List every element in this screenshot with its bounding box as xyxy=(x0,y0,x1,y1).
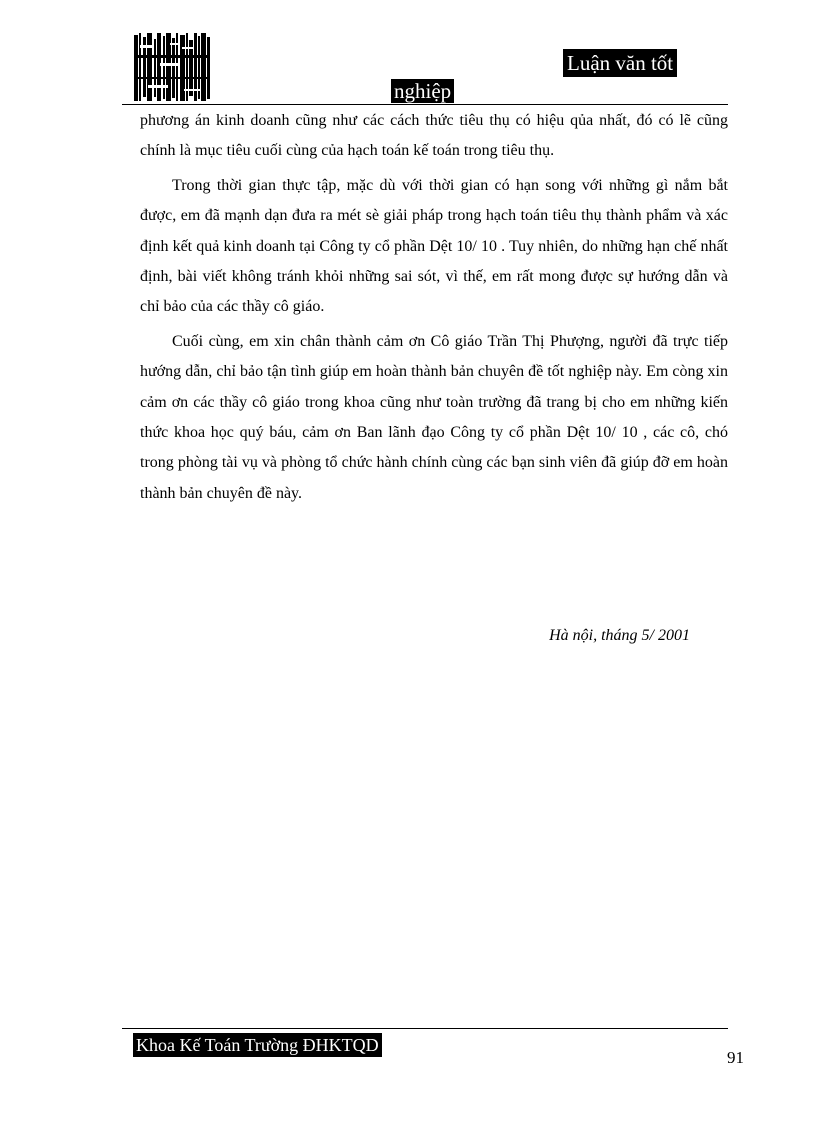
signoff-date: Hà nội, tháng 5/ 2001 xyxy=(549,627,690,644)
header-divider xyxy=(122,104,728,105)
footer-label: Khoa Kế Toán Trường ĐHKTQD xyxy=(133,1033,382,1057)
header-title-line2: nghiệp xyxy=(391,79,454,103)
paragraph-3: Cuối cùng, em xin chân thành cảm ơn Cô giáo Trần Thị Phượng, người đã trực tiếp hướng dẫn, chỉ bảo tận tình giúp em hoàn thành bản chuyên đề tốt nghiệp này. Em còng xin cảm ơn các thầy cô giáo trong khoa cũng như toàn trường đã trang bị cho em những kiến thức khoa học quý báu, cảm ơn Ban lãnh đạo Công ty cổ phần Dệt 10/ 10 , các cô, chó trong phòng tài vụ và phòng tổ chức hành chính cùng các bạn sinh viên đã giúp đỡ em hoàn thành bản chuyên đề này. xyxy=(140,332,728,502)
body-text xyxy=(140,106,728,513)
logo-image xyxy=(134,33,210,101)
paragraph-1: phương án kinh doanh cũng như các cách thức tiêu thụ có hiệu qủa nhất, đó có lẽ cũng chính là mục tiêu cuối cùng của hạch toán kế toán trong tiêu thụ. xyxy=(140,112,728,160)
footer-divider xyxy=(122,1028,728,1029)
paragraph-2: Trong thời gian thực tập, mặc dù với thời gian có hạn song với những gì nắm bắt được, em đã mạnh dạn đưa ra mét sè giải pháp trong hạch toán tiêu thụ thành phẩm và xác định kết quả kinh doanh tại Công ty cổ phần Dệt 10/ 10 . Tuy nhiên, do những hạn chế nhất định, bài viết không tránh khỏi những sai sót, vì thế, em rất mong được sự hướng dẫn và chỉ bảo của các thầy cô giáo. xyxy=(140,176,728,316)
page-number: 91 xyxy=(727,1048,744,1067)
header-title-line1: Luận văn tốt xyxy=(563,49,677,77)
